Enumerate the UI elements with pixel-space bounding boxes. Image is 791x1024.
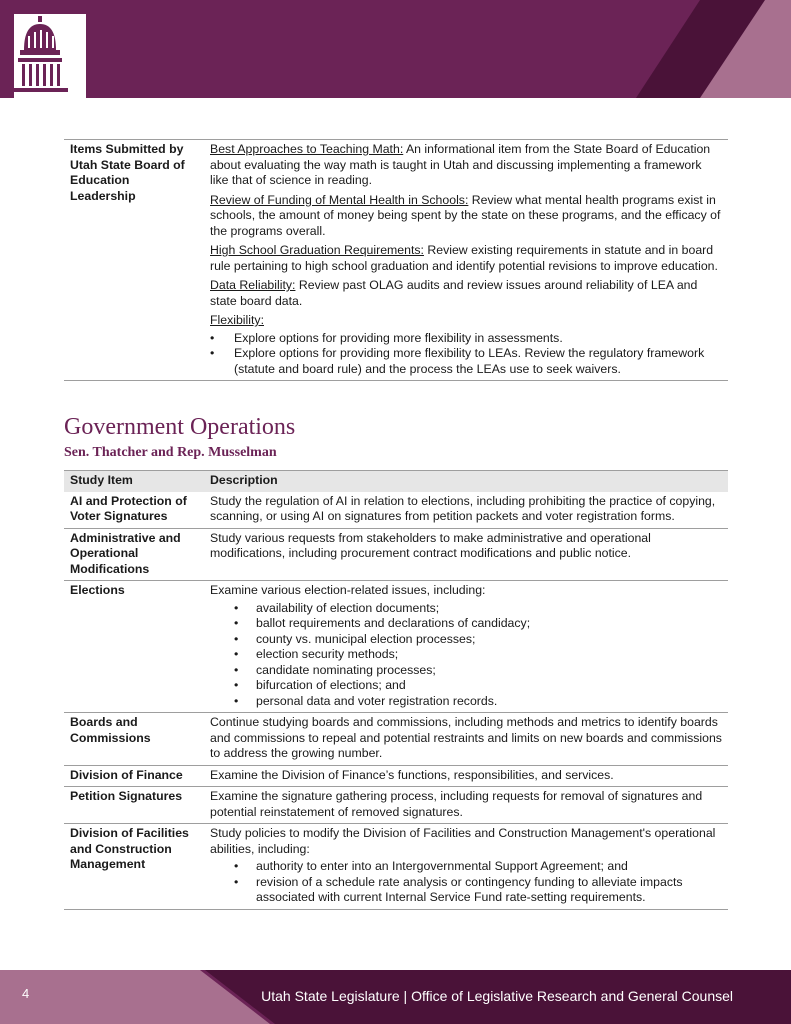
table-row [64,492,728,529]
study-item-description: Examine the signature gathering process, including requests for removal of signatures and potential reinstatement of removed signatures. [204,787,728,824]
study-item-name: Petition Signatures [64,787,204,824]
table-row [64,765,728,787]
study-item-name: Division of Facilities and Construction Management [64,824,204,910]
flexibility-bullets [210,331,722,378]
item-text: An informational item from the State Board of Education about evaluating the way math is taught in Utah and discussing implementing a framework like that of science in reading. [210,142,711,187]
dfcm-bullets [210,859,722,906]
study-item-name: AI and Protection of Voter Signatures [64,492,204,529]
table-row [64,140,728,381]
list-item [210,278,722,309]
table-header-row [64,471,728,492]
study-item-name: Elections [64,581,204,713]
study-item-name: Items Submitted by Utah State Board of Education Leadership [64,140,204,381]
list-item [210,193,722,240]
footer-text: Utah State Legislature | Office of Legislative Research and General Counsel [261,988,733,1004]
study-item-name: Administrative and Operational Modifications [64,528,204,581]
item-intro: Examine various election-related issues, including: [210,583,486,597]
study-item-description: Examine the Division of Finance’s functions, responsibilities, and services. [204,765,728,787]
item-text: Review past OLAG audits and review issues around reliability of LEA and state board data. [210,278,698,308]
table-row [64,787,728,824]
study-item-description [204,824,728,910]
section-title: Government Operations [64,414,296,440]
study-item-description: Study the regulation of AI in relation to elections, including prohibiting the practice of copying, scanning, or using AI on signatures from petition packets and voter registration forms. [204,492,728,529]
list-item [210,142,722,189]
capitol-dome-icon [14,14,86,98]
bullet-item: • Explore options for providing more flexibility in assessments. [210,331,722,347]
study-item-name: Boards and Commissions [64,713,204,766]
table-row [64,824,728,910]
bullet-item: • county vs. municipal election processes; [210,632,722,648]
bullet-item: • availability of election documents; [210,601,722,617]
item-text: Review existing requirements in statute and in board rule pertaining to high school graduation and identify potential revisions to improve education. [210,243,718,273]
table-row [64,528,728,581]
bullet-item: • authority to enter into an Intergovernmental Support Agreement; and [210,859,722,875]
bullet-item: • ballot requirements and declarations of candidacy; [210,616,722,632]
item-title: Flexibility: [210,313,264,327]
bullet-item: • revision of a schedule rate analysis or contingency funding to alleviate impacts associated with current Internal Service Fund rate-setting requirements. [210,875,722,906]
study-items-table [64,470,728,910]
item-title: Review of Funding of Mental Health in Schools: [210,192,469,207]
elections-bullets [210,601,722,710]
item-intro: Study policies to modify the Division of Facilities and Construction Management's operational abilities, including: [210,826,716,856]
list-item [210,313,722,329]
item-title: Data Reliability: [210,278,296,292]
page-content [64,139,728,910]
study-item-description: Continue studying boards and commissions, including methods and metrics to identify boards and commissions to repeal and potential restraints and limits on new boards and commissions to address the growing number. [204,713,728,766]
table-row [64,581,728,713]
study-item-description [204,140,728,381]
study-item-description [204,581,728,713]
usbe-items-table [64,139,728,381]
bullet-item: • bifurcation of elections; and [210,678,722,694]
bullet-item: • candidate nominating processes; [210,663,722,679]
table-row [64,713,728,766]
bullet-item: • election security methods; [210,647,722,663]
column-header-study-item: Study Item [64,471,204,492]
page-header [0,0,791,98]
header-banner [0,0,791,98]
item-text: Review what mental health programs exist in schools, the amount of money being spent by the state on these programs, and the efficacy of the programs overall. [210,192,721,238]
page-number: 4 [22,986,30,1001]
bullet-item: • personal data and voter registration records. [210,694,722,710]
item-title: High School Graduation Requirements: [210,243,424,257]
column-header-description: Description [204,471,728,492]
bullet-item: • Explore options for providing more flexibility to LEAs. Review the regulatory framework (statute and board rule) and the process the LEAs use to seek waivers. [210,346,722,377]
study-item-name: Division of Finance [64,765,204,787]
section-subtitle: Sen. Thatcher and Rep. Musselman [64,445,277,460]
item-title: Best Approaches to Teaching Math: [210,142,404,156]
study-item-description: Study various requests from stakeholders to make administrative and operational modifications, including procurement contract modifications and public notice. [204,528,728,581]
list-item [210,243,722,274]
